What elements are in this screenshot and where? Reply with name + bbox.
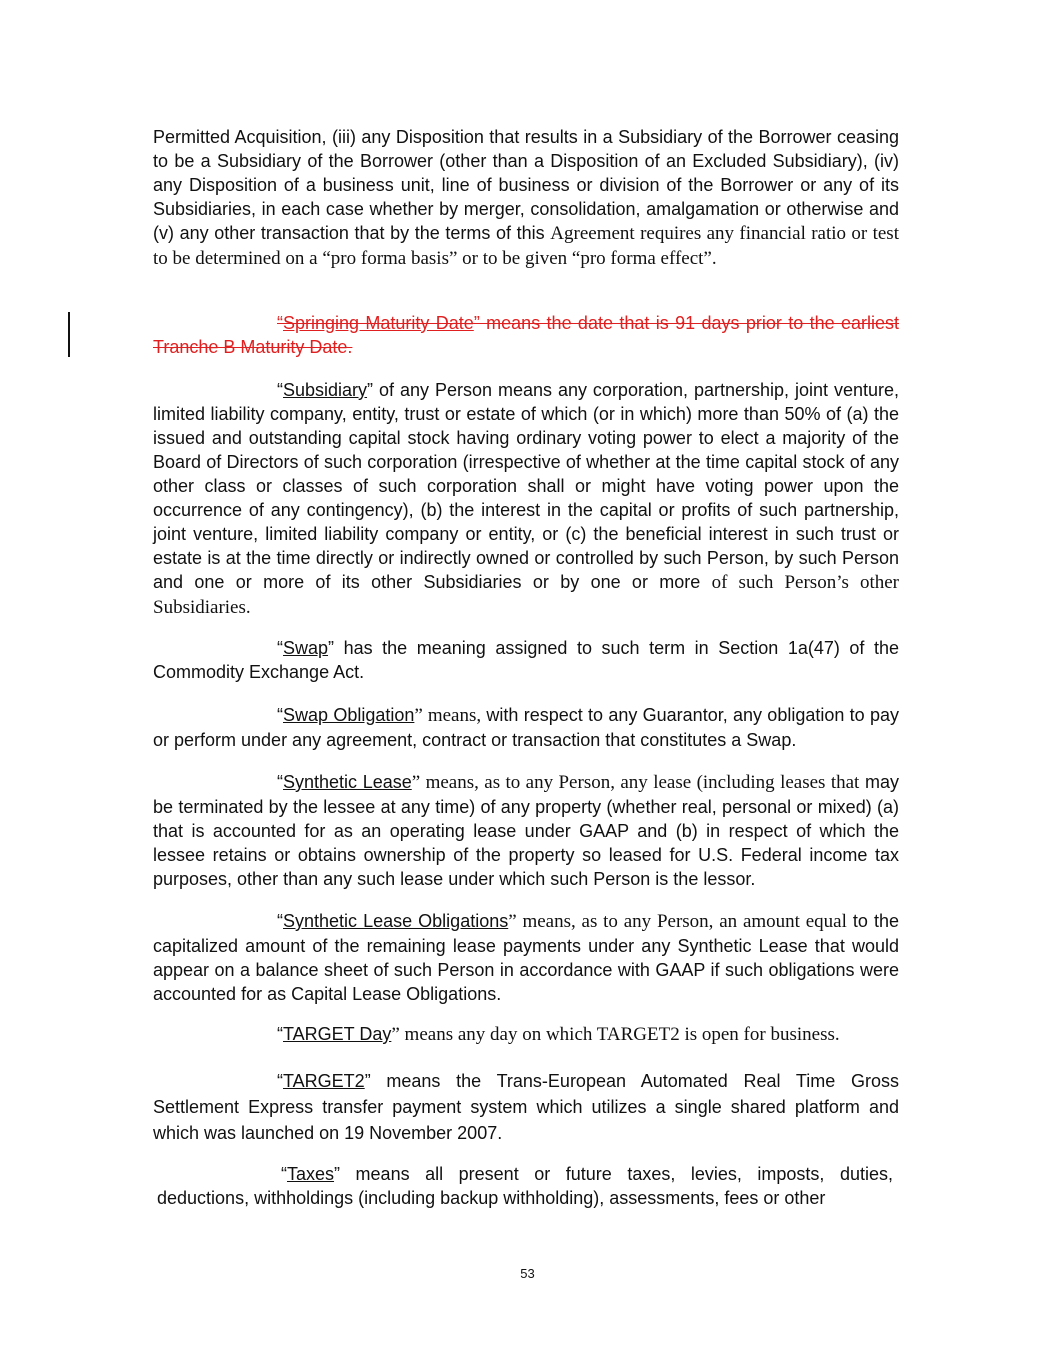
open-quote: “ bbox=[277, 772, 283, 792]
definition-synthetic-lease bbox=[153, 770, 899, 891]
definition-taxes bbox=[157, 1162, 893, 1210]
defined-term: Swap bbox=[283, 638, 329, 658]
definition-text: to the capitalized amount of the remaining lease payments under any Synthetic Lease that would appear on a balance sheet of such Person in accordance with GAAP if such obligations were accounted for as Capital Lease Obligations. bbox=[153, 911, 899, 1004]
defined-term: Swap Obligation bbox=[283, 705, 415, 725]
definition-text-serif: ” means, as to any Person, an amount equal bbox=[508, 911, 847, 932]
defined-term: Synthetic Lease bbox=[283, 772, 412, 792]
definition-text: may be terminated by the lessee at any time) of any property (whether real, personal or mixed) (a) that is accounted for as an operating lease under GAAP and (b) in respect of which the lessee retains or obtains ownership of the property so leased for U.S. Federal income tax purposes, other than any such lease under which such Person is the lessor. bbox=[153, 772, 899, 889]
definition-text: with respect to any Guarantor, any obligation to pay or perform under any agreement, contract or transaction that constitutes a Swap. bbox=[153, 705, 899, 750]
open-quote: “ bbox=[277, 638, 283, 658]
open-quote: “ bbox=[277, 911, 283, 931]
open-quote: “ bbox=[277, 313, 283, 333]
definition-target2 bbox=[153, 1068, 899, 1146]
paragraph-text-serif: Agreement requires any financial ratio or test to be determined on a “pro forma basis” or to be given “pro forma effect”. bbox=[153, 223, 899, 269]
definition-target-day bbox=[153, 1022, 899, 1047]
definition-text-serif: ” means, as to any Person, any lease (including leases that bbox=[411, 772, 860, 793]
definition-text-serif: ” means, bbox=[414, 705, 482, 726]
definition-springing-maturity-date bbox=[153, 311, 899, 359]
definition-text: ” means the Trans-European Automated Real Time Gross Settlement Express transfer payment system which utilizes a single shared platform and which was launched on 19 November 2007. bbox=[153, 1071, 899, 1143]
open-quote: “ bbox=[277, 1071, 283, 1091]
defined-term: Synthetic Lease Obligations bbox=[283, 911, 509, 931]
definition-subsidiary bbox=[153, 378, 899, 620]
definition-text: ” means all present or future taxes, levies, imposts, duties, deductions, withholdings (including backup withholding), assessments, fees or other bbox=[157, 1164, 893, 1208]
open-quote: “ bbox=[277, 705, 283, 725]
paragraph-text: Permitted Acquisition, (iii) any Disposition that results in a Subsidiary of the Borrower ceasing to be a Subsidiary of the Borrower (other than a Disposition of an Excluded Subsidiary), (iv) any Disposition of a business unit, line of business or division of the Borrower or any of its Subsidiaries, in each case whether by merger, consolidation, amalgamation or otherwise and (v) any other transaction that by the terms of this bbox=[153, 127, 899, 243]
open-quote: “ bbox=[281, 1164, 287, 1184]
definition-text-serif: of such Person’s other Subsidiaries. bbox=[153, 572, 899, 618]
definition-text: ” means the date that is 91 days prior to the earliest Tranche B Maturity Date. bbox=[153, 313, 899, 357]
definition-text: ” of any Person means any corporation, partnership, joint venture, limited liability company, entity, trust or estate of which (or in which) more than 50% of (a) the issued and outstanding capital stock having ordinary voting power to elect a majority of the Board of Directors of such corporation (irrespective of whether at the time capital stock of any other class or classes of such corporation shall or might have voting power upon the occurrence of any contingency), (b) the interest in the capital or profits of such partnership, joint venture, limited liability company or entity, or (c) the beneficial interest in such trust or estate is at the time directly or indirectly owned or controlled by such Person, by such Person and one or more of its other Subsidiaries or by one or more bbox=[153, 380, 899, 592]
defined-term: TARGET2 bbox=[283, 1071, 365, 1091]
definition-synthetic-lease-obligations bbox=[153, 909, 899, 1006]
defined-term: Subsidiary bbox=[283, 380, 368, 400]
defined-term: TARGET Day bbox=[283, 1024, 392, 1044]
paragraph-disposition-continuation bbox=[153, 125, 899, 271]
definition-swap-obligation bbox=[153, 703, 899, 752]
definition-text: ” has the meaning assigned to such term in Section 1a(47) of the Commodity Exchange Act. bbox=[153, 638, 899, 682]
revision-change-bar bbox=[68, 312, 70, 357]
open-quote: “ bbox=[277, 1024, 283, 1044]
definition-text-serif: ” means any day on which TARGET2 is open for business. bbox=[391, 1024, 840, 1045]
open-quote: “ bbox=[277, 380, 283, 400]
defined-term: Taxes bbox=[287, 1164, 335, 1184]
page-number: 53 bbox=[520, 1266, 535, 1281]
defined-term: Springing Maturity Date bbox=[283, 313, 474, 333]
definition-swap bbox=[153, 636, 899, 684]
